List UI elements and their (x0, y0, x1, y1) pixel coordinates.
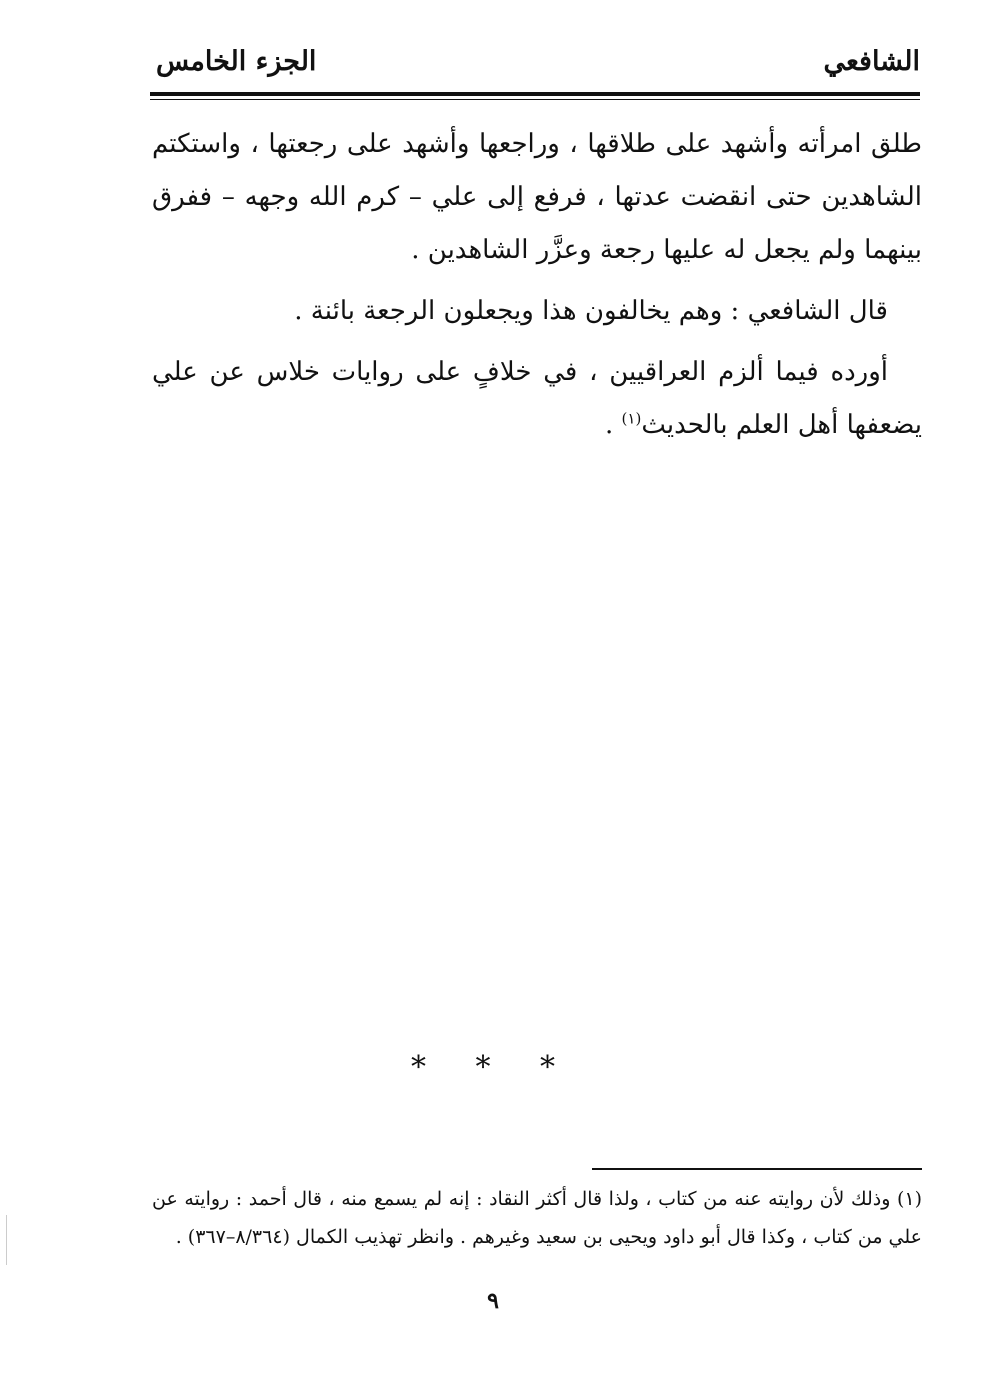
header-rule-thick (150, 92, 920, 96)
paragraph-3 (152, 346, 922, 452)
footnote-1: (١) وذلك لأن روايته عنه من كتاب ، ولذا قال أكثر النقاد : إنه لم يسمع منه ، قال أحمد : روايته عن علي من كتاب ، وكذا قال أبو داود ويحيى بن سعيد وغيرهم . وانظر تهذيب الكمال (٨/٣٦٤–٣٦٧) . (152, 1188, 922, 1248)
scan-margin-mark (6, 1215, 7, 1265)
page-number: ٩ (487, 1288, 499, 1314)
book-title: الشافعي (823, 46, 920, 77)
footnote-rule (592, 1168, 922, 1170)
running-header (150, 40, 920, 90)
paragraph-2: قال الشافعي : وهم يخالفون هذا ويجعلون الرجعة بائنة . (294, 296, 888, 326)
footnote (152, 1180, 922, 1256)
main-text (152, 118, 922, 460)
header-rule-thin (150, 99, 920, 100)
paragraph-1: طلق امرأته وأشهد على طلاقها ، وراجعها وأشهد على رجعتها ، واستكتم الشاهدين حتى انقضت عدتها ، فرفع إلى علي – كرم الله وجهه – ففرق بينهما ولم يجعل له عليها رجعة وعزَّر الشاهدين . (152, 129, 922, 265)
section-separator: * * * (410, 1050, 576, 1085)
paragraph-3-end: . (605, 410, 622, 440)
volume-label: الجزء الخامس (156, 46, 317, 77)
footnote-reference[interactable]: (١) (621, 409, 642, 428)
paragraph-3-text: أورده فيما ألزم العراقيين ، في خلافٍ على روايات خلاس عن علي يضعفها أهل العلم بالحديث (152, 357, 922, 440)
